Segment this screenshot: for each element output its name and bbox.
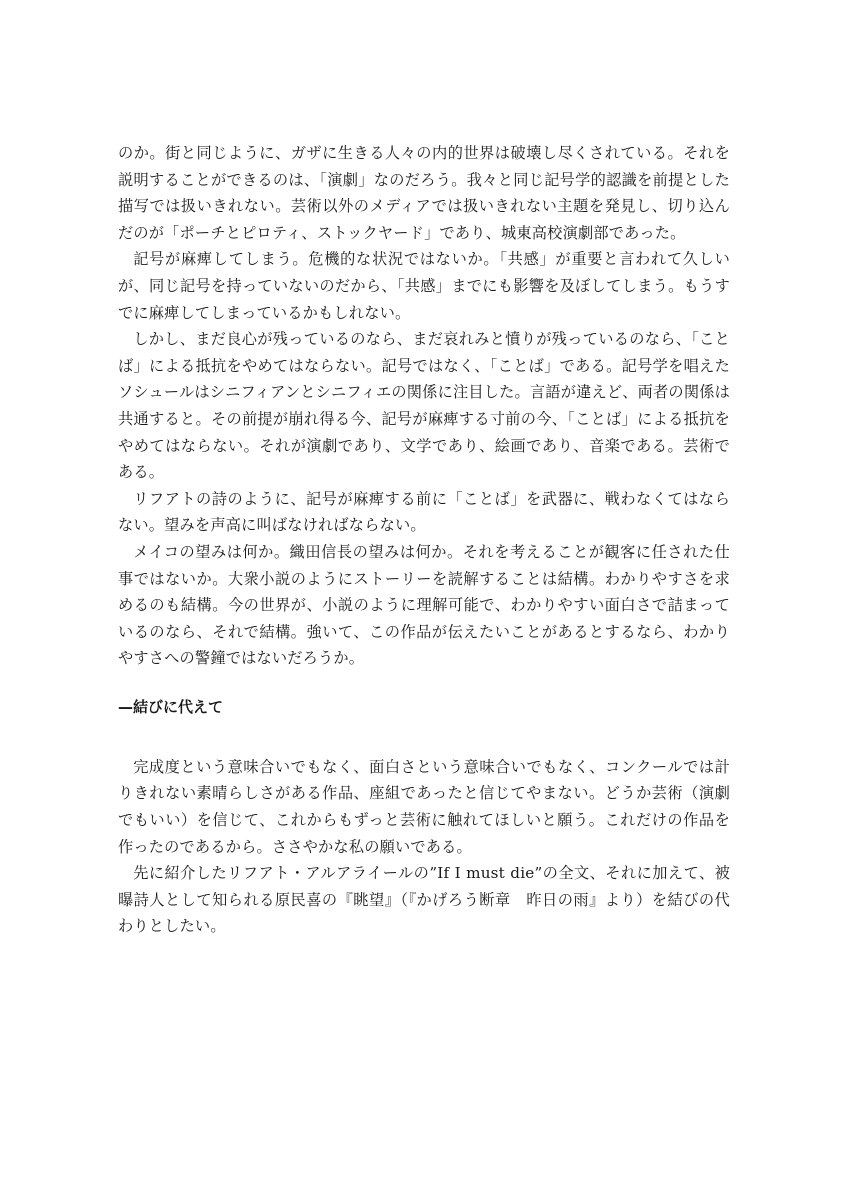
paragraph: のか。街と同じように、ガザに生きる人々の内的世界は破壊し尽くされている。それを説明することができるのは、「演劇」なのだろう。我々と同じ記号学的認識を前提とした描写では扱いきれない。芸術以外のメディアでは扱いきれない主題を発見し、切り込んだのが「ポーチとピロティ、ストックヤード」であり、城東高校演劇部であった。 [118, 144, 730, 242]
document-page [118, 140, 730, 940]
paragraph: 先に紹介したリフアト・アルアライールの”If I must die”の全文、それに加えて、被曝詩人として知られる原民喜の『眺望』（『かげろう断章 昨日の雨』より）を結びの代わりとしたい。 [118, 864, 730, 936]
closing-section [118, 754, 730, 940]
body-section [118, 140, 730, 672]
paragraph: メイコの望みは何か。織田信長の望みは何か。それを考えることが観客に任された仕事ではないか。大衆小説のようにストーリーを読解することは結構。わかりやすさを求めるのも結構。今の世界が、小説のように理解可能で、わかりやすい面白さで詰まっているのなら、それで結構。強いて、この作品が伝えたいことがあるとするなら、わかりやすさへの警鐘ではないだろうか。 [118, 542, 730, 668]
paragraph: しかし、まだ良心が残っているのなら、まだ哀れみと憤りが残っているのなら、「ことば」による抵抗をやめてはならない。記号ではなく、「ことば」である。記号学を唱えたソシュールはシニフィアンとシニフィエの関係に注目した。言語が違えど、両者の関係は共通すると。その前提が崩れ得る今、記号が麻痺する寸前の今、「ことば」による抵抗をやめてはならない。それが演劇であり、文学であり、絵画であり、音楽である。芸術である。 [118, 330, 730, 482]
paragraph: 記号が麻痺してしまう。危機的な状況ではないか。「共感」が重要と言われて久しいが、同じ記号を持っていないのだから、「共感」までにも影響を及ぼしてしまう。もうすでに麻痺してしまっているかもしれない。 [118, 250, 730, 322]
paragraph: リフアトの詩のように、記号が麻痺する前に「ことば」を武器に、戦わなくてはならない。望みを声高に叫ばなければならない。 [118, 489, 730, 535]
section-heading: —結びに代えて [118, 697, 224, 716]
section-heading-wrap [118, 694, 730, 720]
paragraph: 完成度という意味合いでもなく、面白さという意味合いでもなく、コンクールでは計りきれない素晴らしさがある作品、座組であったと信じてやまない。どうか芸術（演劇でもいい）を信じて、これからもずっと芸術に触れてほしいと願う。これだけの作品を作ったのであるから。ささやかな私の願いである。 [118, 757, 730, 856]
